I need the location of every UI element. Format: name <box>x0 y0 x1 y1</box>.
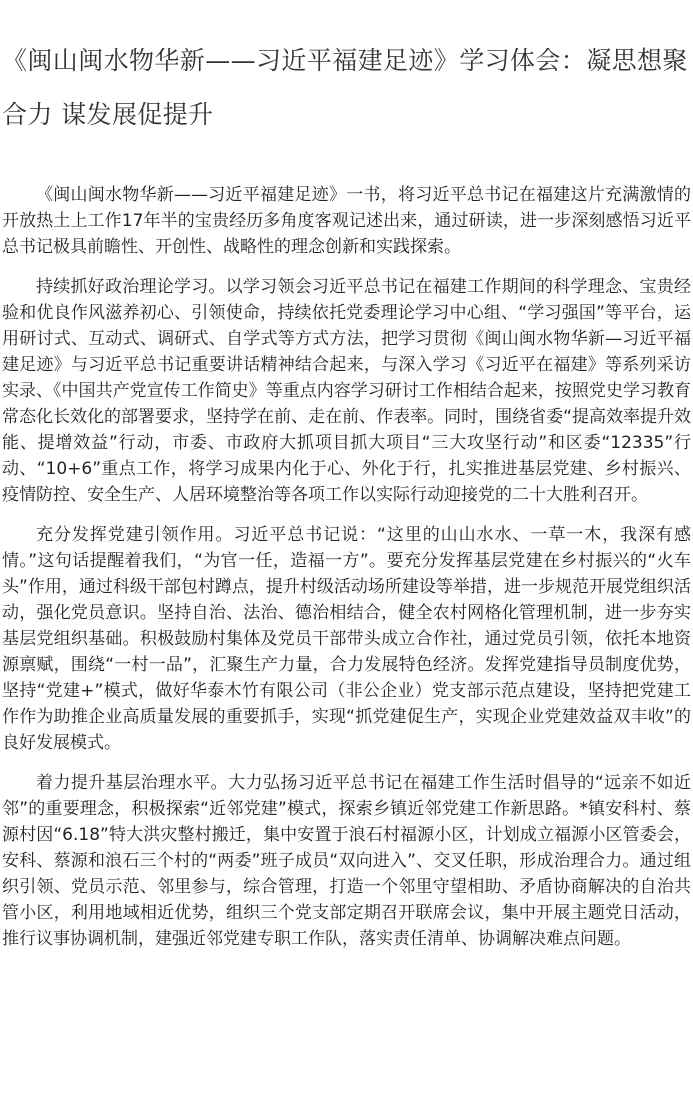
article-title: 《闽山闽水物华新——习近平福建足迹》学习体会：凝思想聚合力 谋发展促提升 <box>2 46 688 129</box>
paragraph-political-theory: 持续抓好政治理论学习。以学习领会习近平总书记在福建工作期间的科学理念、宝贵经验和优良作风滋养初心、引领使命，持续依托党委理论学习中心组、“学习强国”等平台，运用研讨式、互动式、调研式、自学式等方式方法，把学习贯彻《闽山闽水物华新—习近平福建足迹》与习近平总书记重要讲话精神结合起来，与深入学习《习近平在福建》等系列采访实录、《中国共产党宣传工作简史》等重点内容学习研讨工作相结合起来，按照党史学习教育常态化长效化的部署要求，坚持学在前、走在前、作表率。同时，围绕省委“提高效率提升效能、提增效益”行动，市委、市政府大抓项目抓大项目“三大攻坚行动”和区委“12335”行动、“10+6”重点工作，将学习成果内化于心、外化于行，扎实推进基层党建、乡村振兴、疫情防控、安全生产、人居环境整治等各项工作以实际行动迎接党的二十大胜利召开。 <box>2 277 691 505</box>
paragraph-intro: 《闽山闽水物华新——习近平福建足迹》一书，将习近平总书记在福建这片充满激情的开放热土上工作17年半的宝贵经历多角度客观记述出来，通过研读，进一步深刻感悟习近平总书记极具前瞻性、开创性、战略性的理念创新和实践探索。 <box>2 185 691 257</box>
paragraph-grassroots-governance: 着力提升基层治理水平。大力弘扬习近平总书记在福建工作生活时倡导的“远亲不如近邻”的重要理念，积极探索“近邻党建”模式，探索乡镇近邻党建工作新思路。*镇安科村、蔡源村因“6.18”特大洪灾整村搬迁，集中安置于浪石村福源小区，计划成立福源小区管委会，安科、蔡源和浪石三个村的“两委”班子成员“双向进入”、交叉任职，形成治理合力。通过组织引领、党员示范、邻里参与，综合管理，打造一个邻里守望相助、矛盾协商解决的自治共管小区，利用地域相近优势，组织三个党支部定期召开联席会议，集中开展主题党日活动，推行议事协调机制，建强近邻党建专职工作队，落实责任清单、协调解决难点问题。 <box>2 773 691 949</box>
paragraph-party-leadership: 充分发挥党建引领作用。习近平总书记说：“这里的山山水水、一草一木，我深有感情。”这句话提醒着我们，“为官一任，造福一方”。要充分发挥基层党建在乡村振兴的“火车头”作用，通过科级干部包村蹲点，提升村级活动场所建设等举措，进一步规范开展党组织活动，强化党员意识。坚持自治、法治、德治相结合，健全农村网格化管理机制，进一步夯实基层党组织基础。积极鼓励村集体及党员干部带头成立合作社，通过党员引领，依托本地资源禀赋，围绕“一村一品”，汇聚生产力量，合力发展特色经济。发挥党建指导员制度优势，坚持“党建+”模式，做好华泰木竹有限公司（非公企业）党支部示范点建设，坚持把党建工作作为助推企业高质量发展的重要抓手，实现“抓党建促生产，实现企业党建效益双丰收”的良好发展模式。 <box>2 525 691 753</box>
article-body <box>2 182 691 952</box>
